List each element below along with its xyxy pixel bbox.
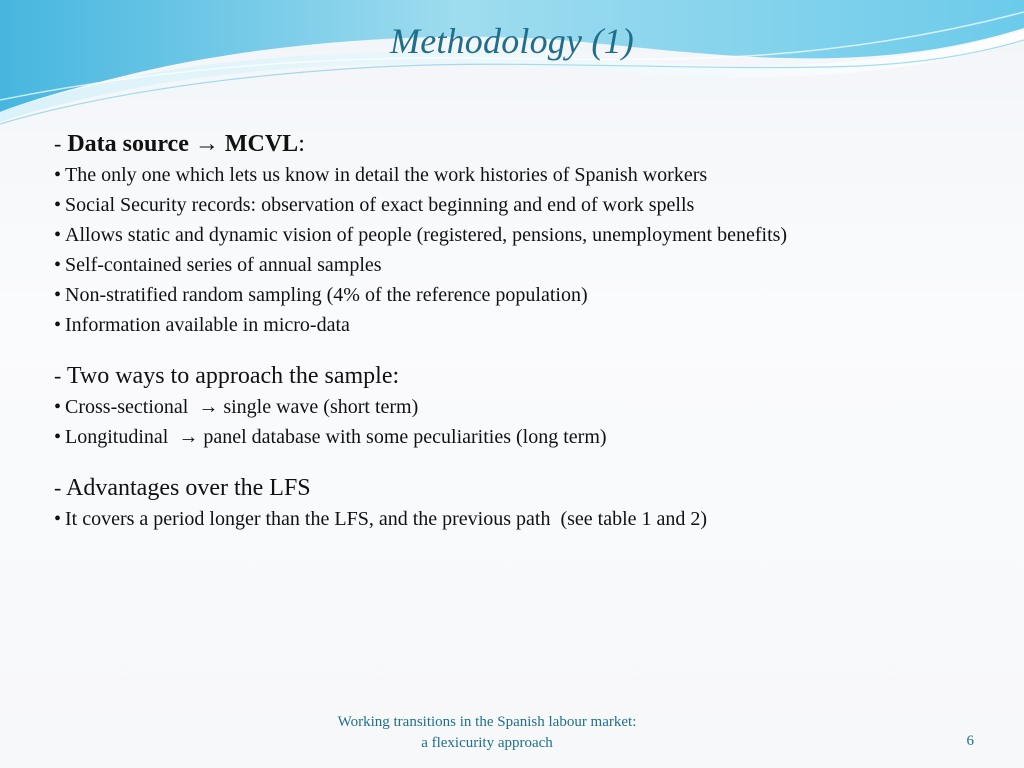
bullet-glyph: • [54, 194, 62, 216]
bullet-text: The only one which lets us know in detail the work histories of Spanish workers [65, 164, 708, 186]
bullet-glyph: • [54, 426, 62, 448]
bullet-text: Allows static and dynamic vision of people (registered, pensions, unemployment benefits) [65, 224, 788, 246]
section-heading-approaches [54, 360, 994, 392]
bullet-text: Self-contained series of annual samples [65, 254, 382, 276]
bullet-glyph: • [54, 164, 62, 186]
bullet-text: Cross-sectional → single wave (short term) [65, 396, 419, 418]
bullet-text: Non-stratified random sampling (4% of the reference population) [65, 284, 588, 306]
bullet-glyph: • [54, 254, 62, 276]
section-heading-advantages [54, 472, 994, 504]
page-number: 6 [966, 733, 974, 749]
bullet-text: It covers a period longer than the LFS, and the previous path (see table 1 and 2) [65, 508, 708, 530]
bullet-item [54, 310, 994, 340]
bullet-text: Longitudinal → panel database with some peculiarities (long term) [65, 426, 607, 448]
bullet-item [54, 392, 994, 422]
bullet-item [54, 422, 994, 452]
section-gap [54, 452, 994, 472]
footer-line-2: a flexicurity approach [421, 735, 553, 751]
bullet-glyph: • [54, 224, 62, 246]
section-heading-data-source [54, 128, 994, 160]
section-dash: - [54, 363, 62, 388]
section-heading-colon: : [298, 131, 305, 157]
footer-line-1: Working transitions in the Spanish labour market: [337, 714, 637, 730]
section-dash: - [54, 131, 62, 156]
slide-title: Methodology (1) [390, 21, 634, 61]
bullet-item [54, 190, 994, 220]
bullet-glyph: • [54, 284, 62, 306]
bullet-glyph: • [54, 396, 62, 418]
section-dash: - [54, 475, 62, 500]
bullet-glyph: • [54, 508, 62, 530]
section-heading-text: Two ways to approach the sample: [66, 363, 400, 389]
section-gap [54, 340, 994, 360]
bullet-glyph: • [54, 314, 62, 336]
section-heading-bold: Data source → MCVL [67, 131, 299, 157]
bullet-item [54, 250, 994, 280]
bullet-item [54, 220, 994, 250]
bullet-item [54, 504, 994, 534]
slide-footer [280, 712, 694, 754]
bullet-item [54, 280, 994, 310]
bullet-text: Information available in micro-data [65, 314, 350, 336]
bullet-text: Social Security records: observation of exact beginning and end of work spells [65, 194, 695, 216]
slide-content [54, 128, 994, 534]
bullet-item [54, 160, 994, 190]
section-heading-text: Advantages over the LFS [66, 475, 311, 501]
